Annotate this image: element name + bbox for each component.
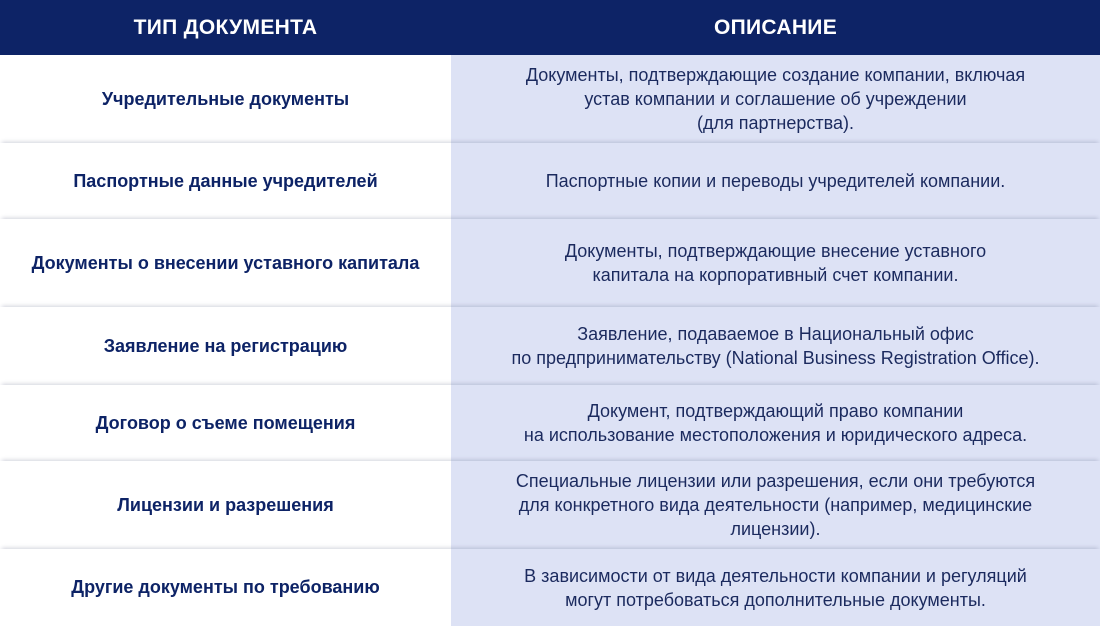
document-type-cell: Заявление на регистрацию xyxy=(0,307,451,385)
table-row xyxy=(0,307,1100,385)
header-description: ОПИСАНИЕ xyxy=(714,15,837,39)
document-type-cell: Учредительные документы xyxy=(0,55,451,143)
description-cell: Документ, подтверждающий право компании на использование местоположения и юридического адреса. xyxy=(451,385,1100,461)
document-type-cell: Паспортные данные учредителей xyxy=(0,143,451,219)
table-row xyxy=(0,219,1100,307)
table-row xyxy=(0,143,1100,219)
description-cell: Документы, подтверждающие создание компании, включая устав компании и соглашение об учреждении (для партнерства). xyxy=(451,55,1100,143)
table-row xyxy=(0,461,1100,549)
description-cell: В зависимости от вида деятельности компании и регуляций могут потребоваться дополнительные документы. xyxy=(451,549,1100,626)
table-row xyxy=(0,385,1100,461)
table-row xyxy=(0,549,1100,626)
document-type-cell: Договор о съеме помещения xyxy=(0,385,451,461)
description-cell: Паспортные копии и переводы учредителей компании. xyxy=(451,143,1100,219)
header-document-type: ТИП ДОКУМЕНТА xyxy=(133,15,318,39)
description-cell: Заявление, подаваемое в Национальный офис по предпринимательству (National Business Registration Office). xyxy=(451,307,1100,385)
document-type-cell: Другие документы по требованию xyxy=(0,549,451,626)
description-cell: Специальные лицензии или разрешения, если они требуются для конкретного вида деятельности (например, медицинские лицензии). xyxy=(451,461,1100,549)
document-type-cell: Документы о внесении уставного капитала xyxy=(0,219,451,307)
document-type-cell: Лицензии и разрешения xyxy=(0,461,451,549)
table-row xyxy=(0,55,1100,143)
description-cell: Документы, подтверждающие внесение уставного капитала на корпоративный счет компании. xyxy=(451,219,1100,307)
table-header xyxy=(0,0,1100,55)
